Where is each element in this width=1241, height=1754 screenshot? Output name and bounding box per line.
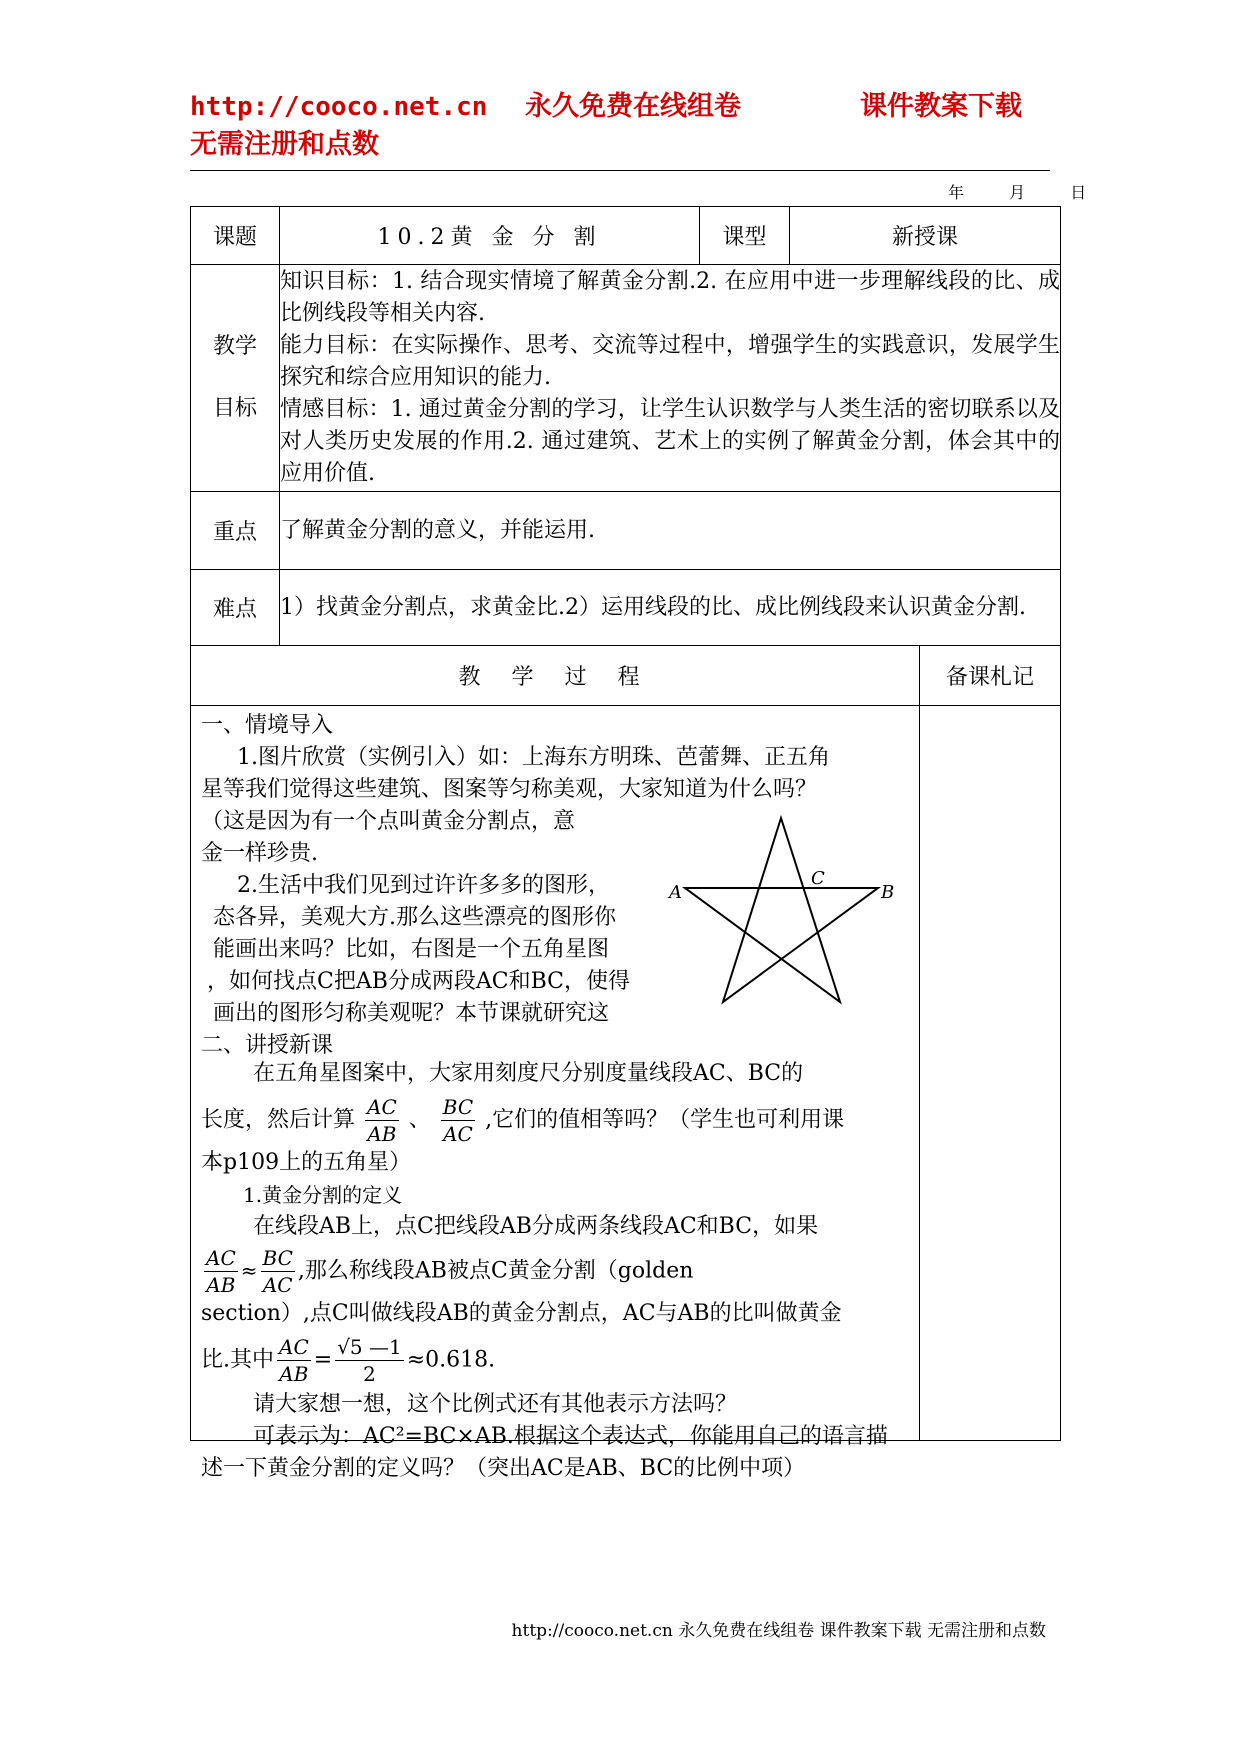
- definition-para-4-c: ≈0.618.: [406, 1347, 496, 1373]
- goal-ability: 能力目标：在实际操作、思考、交流等过程中，增强学生的实践意识，发展学生探究和综合应用知识的能力.: [280, 333, 1061, 390]
- section-1-para-1-end: 金一样珍贵.: [201, 841, 318, 866]
- goal-knowledge: 知识目标：1. 结合现实情境了解黄金分割.2. 在应用中进一步理解线段的比、成比例线段等相关内容.: [280, 269, 1061, 326]
- key-label: 重点: [191, 492, 280, 570]
- notes-column: [920, 706, 1061, 1441]
- pentagram-shape: [685, 818, 878, 1002]
- question-2: 可表示为：AC²=BC×AB.根据这个表达式，你能用自己的语言描述一下黄金分割的定义吗？（突出AC是AB、BC的比例中项）: [201, 1424, 888, 1481]
- section-1-para-2-line-3: 能画出来吗？比如，右图是一个五角星图: [213, 937, 610, 962]
- star-label-b: B: [881, 882, 895, 903]
- section-2-para-1: 在五角星图案中，大家用刻度尺分别度量线段AC、BC的: [253, 1061, 804, 1086]
- definition-title: 1.黄金分割的定义: [243, 1183, 403, 1207]
- definition-para-4: [201, 1334, 891, 1387]
- star-label-c: C: [811, 868, 825, 889]
- definition-para-2-text: ,那么称线段AB被点C黄金分割（golden: [297, 1258, 694, 1284]
- type-label: 课型: [700, 207, 790, 265]
- goals-label: [191, 265, 280, 492]
- section-1-para-2: 2.生活中我们见到过许许多多的图形，: [237, 873, 610, 898]
- section-2-para-2-c: ,它们的值相等吗？（学生也可利用课: [485, 1107, 845, 1133]
- header-slogan-1: 永久免费在线组卷: [525, 91, 741, 122]
- date-line: [930, 180, 1086, 203]
- difficulty-value: 1）找黄金分割点，求黄金比.2）运用线段的比、成比例线段来认识黄金分割.: [280, 570, 1061, 646]
- goals-content: [280, 265, 1061, 492]
- goals-label-line-2: 目标: [212, 396, 257, 421]
- date-year: 年: [948, 183, 965, 202]
- fraction-bc-over-ac-def: $\frac{BC}{AC}$: [262, 1246, 293, 1297]
- approx-symbol: ≈: [240, 1258, 258, 1283]
- goal-emotion: 情感目标：1. 通过黄金分割的学习，让学生认识数学与人类生活的密切联系以及对人类历史发展的作用.2. 通过建筑、艺术上的实例了解黄金分割，体会其中的应用价值.: [280, 397, 1061, 486]
- fraction-bc-over-ac: $\frac{BC}{AC}$: [442, 1095, 474, 1146]
- section-1-para-2-line-5: 画出的图形匀称美观呢？本节课就研究这: [213, 1001, 610, 1026]
- goals-label-line-1: 教学: [212, 334, 257, 359]
- definition-para-1: 在线段AB上，点C把线段AB分成两条线段AC和BC，如果: [253, 1214, 819, 1239]
- fraction-ac-over-ab: $\frac{AC}{AB}$: [367, 1095, 397, 1146]
- equals-sign: =: [313, 1347, 333, 1373]
- key-value: 了解黄金分割的意义，并能运用.: [280, 492, 1061, 570]
- section-1-para-2-line-2: 态各异，美观大方.那么这些漂亮的图形你: [213, 905, 616, 930]
- header-divider: [190, 170, 1050, 171]
- header-url[interactable]: http://cooco.net.cn: [190, 92, 488, 122]
- process-content: [191, 706, 920, 1481]
- section-1-para-1: 1.图片欣赏（实例引入）如：上海东方明珠、芭蕾舞、正五角星等我们觉得这些建筑、图案等匀称美观，大家知道为什么吗？（这是因为有一个点叫黄金分割点，意: [201, 745, 830, 834]
- date-day: 日: [1070, 183, 1087, 202]
- header-slogan-2: 课件教案下载: [860, 91, 1022, 122]
- star-label-a: A: [669, 882, 682, 903]
- lesson-plan-table: [190, 206, 1061, 1481]
- page-header: [190, 88, 1050, 164]
- fraction-golden-ratio: $\frac{√5 —1}{2}$: [337, 1335, 402, 1386]
- section-2-title: 二、讲授新课: [201, 1033, 334, 1058]
- definition-para-2: [201, 1245, 891, 1298]
- notes-heading: 备课札记: [920, 646, 1061, 706]
- topic-value: 10.2黄 金 分 割: [280, 207, 700, 265]
- definition-para-4-a: 比.其中: [201, 1347, 274, 1373]
- definition-para-3: section）,点C叫做线段AB的黄金分割点，AC与AB的比叫做黄金: [201, 1301, 842, 1326]
- section-2-para-2-b: 、: [408, 1107, 431, 1133]
- topic-label: 课题: [191, 207, 280, 265]
- date-month: 月: [1009, 183, 1026, 202]
- section-2-para-3: 本p109上的五角星）: [201, 1150, 412, 1175]
- header-slogan-3: 无需注册和点数: [190, 129, 379, 160]
- type-value: 新授课: [790, 207, 1061, 265]
- difficulty-label: 难点: [191, 570, 280, 646]
- fraction-ac-over-ab-value: $\frac{AC}{AB}$: [279, 1335, 309, 1386]
- pentagram-figure: [669, 806, 903, 1006]
- section-2-para-2: [201, 1094, 891, 1147]
- process-heading: 教 学 过 程: [191, 646, 920, 706]
- fraction-ac-over-ab-def: $\frac{AC}{AB}$: [206, 1246, 236, 1297]
- section-2-para-2-a: 长度，然后计算: [201, 1107, 356, 1133]
- page-footer: http://cooco.net.cn 永久免费在线组卷 课件教案下载 无需注册和点数: [511, 1621, 1046, 1641]
- section-1-title: 一、情境导入: [201, 713, 334, 738]
- section-1-para-2-line-4: ，如何找点C把AB分成两段AC和BC，使得: [207, 969, 631, 994]
- question-1: 请大家想一想，这个比例式还有其他表示方法吗？: [253, 1392, 738, 1417]
